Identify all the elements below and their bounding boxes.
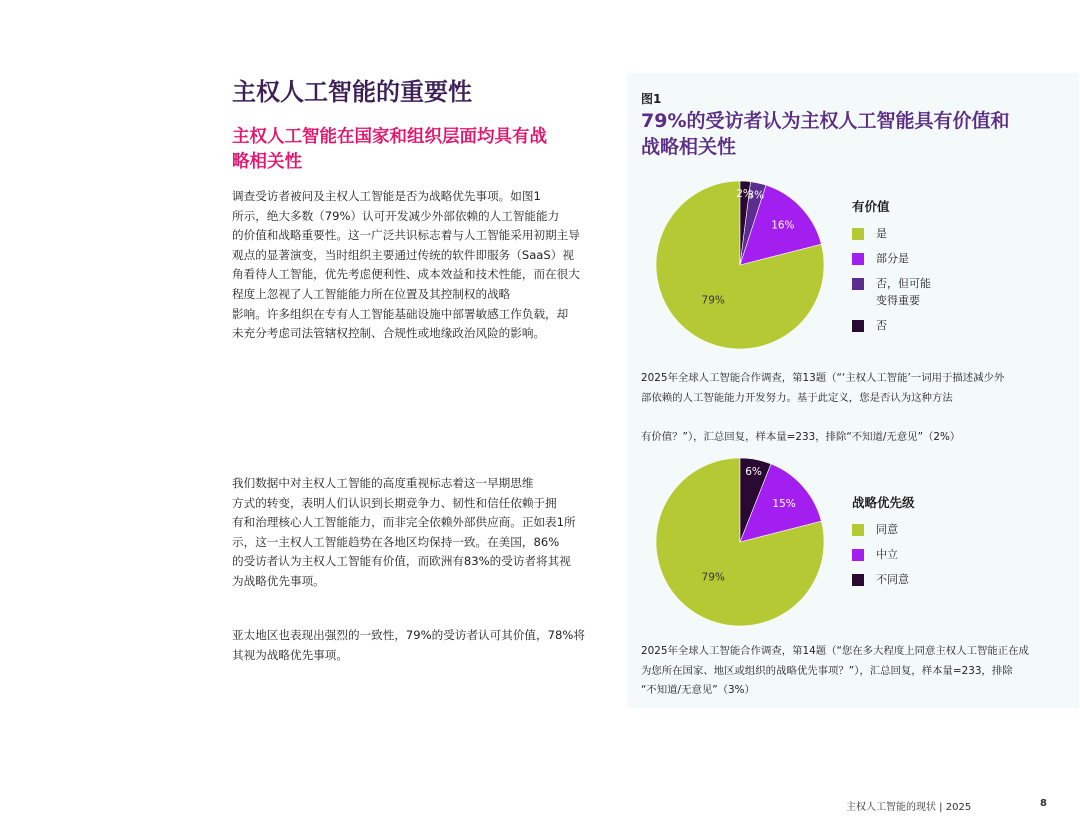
- text-line: 影响。许多组织在专有人工智能基础设施中部署敏感工作负载，却: [232, 306, 569, 321]
- text-line: 我们数据中对主权人工智能的高度重视标志着这一早期思维: [232, 476, 534, 490]
- figure-note-2: [641, 642, 1029, 701]
- legend-title: 有价值: [852, 199, 890, 214]
- text-line: 观点的显著演变，当时组织主要通过传统的软件即服务（SaaS）视: [232, 247, 574, 262]
- subtitle-line: 主权人工智能在国家和组织层面均具有战: [232, 127, 547, 147]
- text-line: 未充分考虑司法管辖权控制、合规性或地缘政治风险的影响。: [232, 326, 546, 341]
- pie-chart-priority: [650, 452, 830, 632]
- legend-label: 部分是: [876, 252, 909, 265]
- legend-label: 否: [876, 319, 887, 332]
- page-number: 8: [1040, 798, 1047, 809]
- pie-value-label: 16%: [771, 219, 795, 232]
- note-line: “不知道/无意见”（3%）: [641, 684, 755, 696]
- pie-value-label: 2%: [736, 187, 753, 200]
- text-line: 示，这一主权人工智能趋势在各地区均保持一致。在美国，86%: [232, 534, 560, 549]
- note-line: [641, 408, 1004, 428]
- legend-label: 同意: [876, 523, 898, 536]
- legend-swatch: [852, 253, 864, 265]
- pie-value-label: 79%: [701, 571, 725, 584]
- legend-value: [852, 197, 931, 332]
- text-line: 角看待人工智能，优先考虑便利性、成本效益和技术性能，而在很大: [232, 267, 580, 282]
- figure-title: [641, 108, 1009, 160]
- legend-swatch: [852, 228, 864, 240]
- legend-swatch: [852, 320, 864, 332]
- text-line: 的价值和战略重要性。这一广泛共识标志着与人工智能采用初期主导: [232, 228, 580, 243]
- note-line: 2025年全球人工智能合作调查，第13题（“‘主权人工智能’一词用于描述减少外: [641, 372, 1005, 384]
- body-paragraph-1: [232, 187, 580, 344]
- body-paragraph-2: [232, 474, 576, 592]
- text-line: 方式的转变，表明人们认识到长期竞争力、韧性和信任依赖于拥: [232, 495, 557, 510]
- body-paragraph-3: [232, 626, 585, 665]
- pie-value-label: 79%: [701, 294, 725, 307]
- legend-label: 否，但可能 变得重要: [876, 277, 931, 307]
- figure-title-line: 战略相关性: [641, 136, 737, 158]
- text-line: 其视为战略优先事项。: [232, 647, 348, 662]
- subtitle-line: 略相关性: [232, 152, 302, 172]
- pie-chart-value: [650, 175, 830, 355]
- legend-swatch: [852, 549, 864, 561]
- page-title: 主权人工智能的重要性: [232, 78, 472, 106]
- text-line: 所示，绝大多数（79%）认可开发减少外部依赖的人工智能能力: [232, 208, 560, 223]
- legend-title: 战略优先级: [852, 495, 915, 510]
- text-line: 有和治理核心人工智能能力，而非完全依赖外部供应商。正如表1所: [232, 515, 576, 530]
- note-line: 为您所在国家、地区或组织的战略优先事项？”），汇总回复，样本量=233，排除: [641, 664, 1013, 677]
- pie-value-label: 15%: [772, 498, 796, 511]
- legend-priority: [852, 493, 915, 586]
- legend-swatch: [852, 278, 864, 290]
- footer-text: 主权人工智能的现状 | 2025: [846, 802, 972, 813]
- note-line: 有价值？”），汇总回复，样本量=233，排除“不知道/无意见”（2%）: [641, 430, 961, 443]
- legend-label: 中立: [876, 548, 898, 561]
- legend-swatch: [852, 524, 864, 536]
- text-line: 的受访者认为主权人工智能有价值，而欧洲有83%的受访者将其视: [232, 554, 571, 569]
- text-line: 为战略优先事项。: [232, 573, 325, 588]
- note-line: 部依赖的人工智能能力开发努力。基于此定义，您是否认为这种方法: [641, 391, 953, 404]
- figure-label: 图1: [641, 92, 662, 106]
- section-subtitle: [232, 125, 572, 175]
- pie-value-label: 6%: [745, 466, 762, 479]
- figure-title-line: 79%的受访者认为主权人工智能具有价值和: [641, 110, 1010, 132]
- legend-label: 是: [876, 227, 887, 240]
- pie-value-label: 3%: [747, 189, 765, 202]
- legend-label: 不同意: [876, 573, 909, 586]
- note-line: 2025年全球人工智能合作调查，第14题（“您在多大程度上同意主权人工智能正在成: [641, 645, 1029, 657]
- figure-note-1: [641, 369, 1004, 447]
- text-line: 调查受访者被问及主权人工智能是否为战略优先事项。如图1: [232, 189, 541, 203]
- text-line: 程度上忽视了人工智能能力所在位置及其控制权的战略: [232, 286, 511, 301]
- legend-swatch: [852, 574, 864, 586]
- text-line: 亚太地区也表现出强烈的一致性，79%的受访者认可其价值，78%将: [232, 628, 585, 642]
